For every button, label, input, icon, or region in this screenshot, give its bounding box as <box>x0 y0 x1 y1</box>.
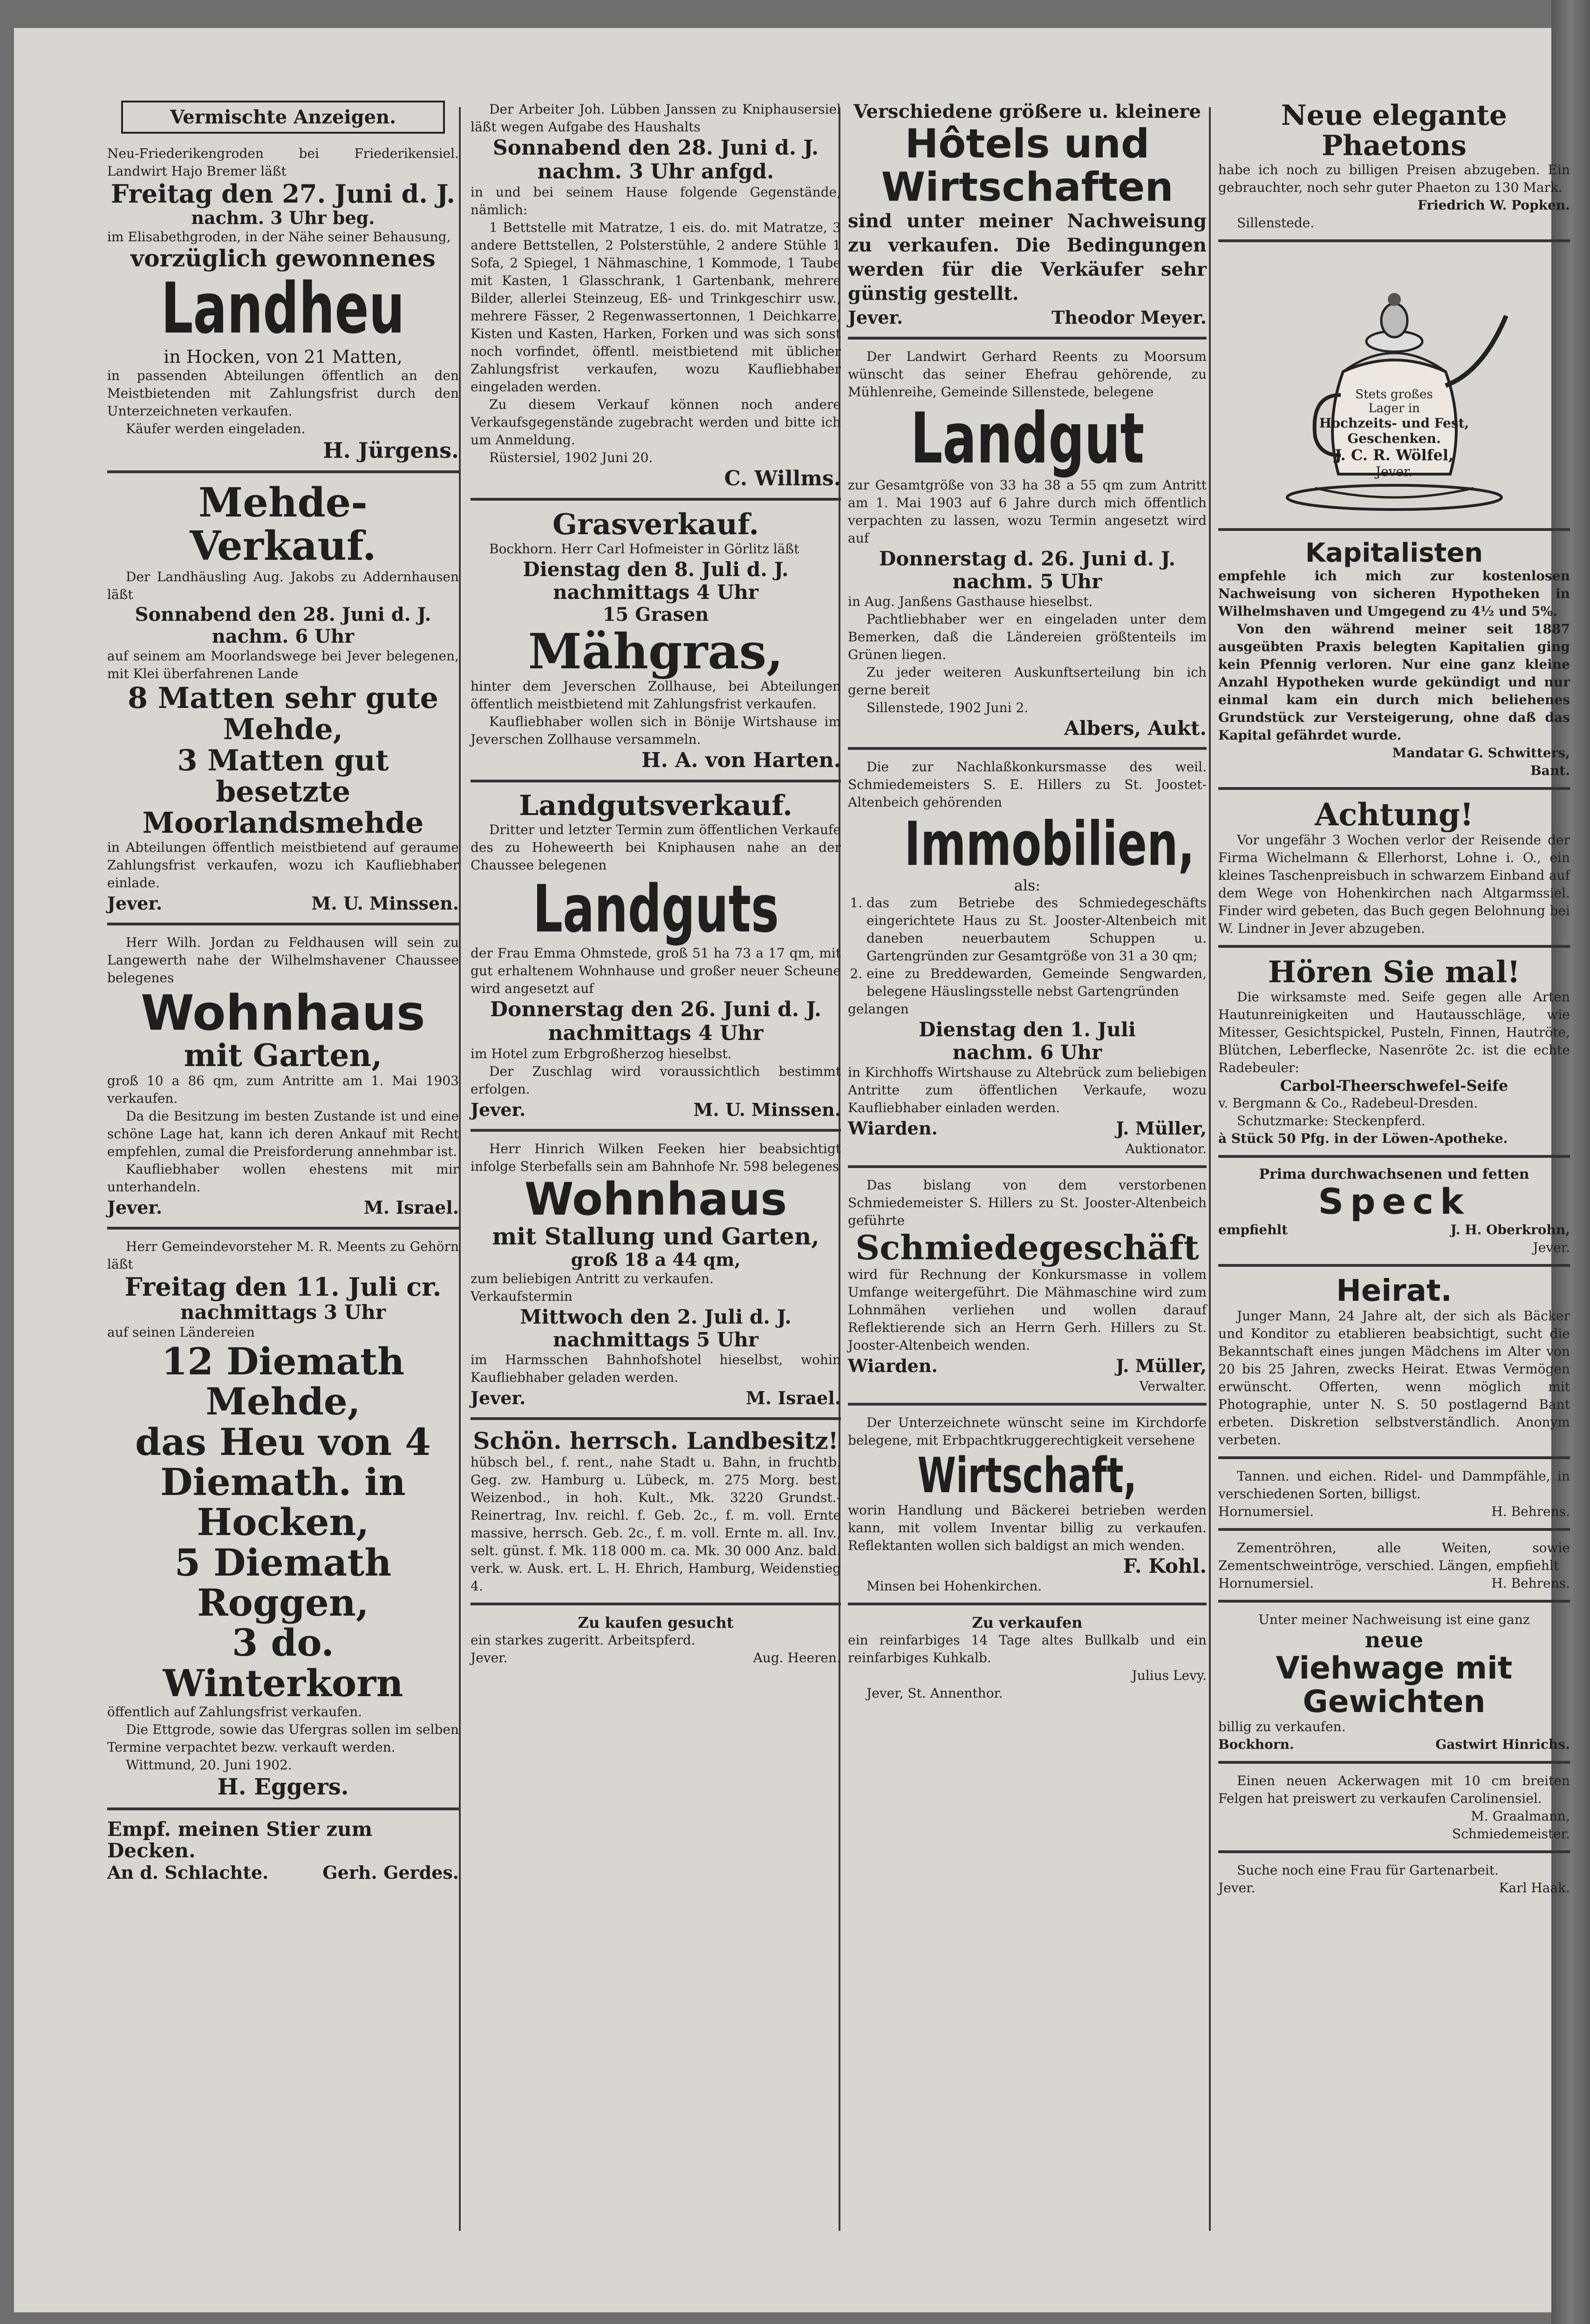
ad-subtitle: vorzüglich gewonnenes <box>130 245 436 272</box>
ad-seife <box>1218 953 1570 1158</box>
ad-time: nachm. 3 Uhr beg. <box>191 207 375 229</box>
ad-body: wird für Rechnung der Konkursmasse in vollem Umfange weitergeführt. Die Mähmaschine wird zum Lohnmähen verliehen und wollen darauf Reflektierende sich an Herrn Gerh. Hillers zu St. Jooster-Altenbeich wenden. <box>848 1266 1207 1353</box>
ad-item: 8 Matten sehr gute Mehde, <box>127 681 439 747</box>
ad-pfaehle <box>1218 1465 1570 1531</box>
ad-product: Carbol-Theerschwefel-Seife <box>1280 1077 1508 1095</box>
ad-signature: M. Graalmann, <box>1471 1808 1570 1824</box>
ad-body: Da die Besitzung im besten Zustande ist und eine schöne Lage hat, kann ich deren Ankauf mit Recht empfehlen, zumal die Preisforderung annehmbar ist. <box>107 1108 459 1160</box>
ad-ackerwagen <box>1218 1769 1570 1853</box>
ad-body: Kaufliebhaber wollen ehestens mit mir unterhandeln. <box>107 1162 459 1195</box>
column-rule <box>459 107 461 2231</box>
ad-trademark: Schutzmarke: Steckenpferd. <box>1237 1113 1426 1129</box>
ad-date: Donnerstag den 26. Juni d. J. <box>490 998 822 1022</box>
column-1 <box>107 98 459 1897</box>
ad-title: Hôtels und Wirtschaften <box>881 121 1174 211</box>
ad-woelfel <box>1218 248 1570 531</box>
ad-signature: J. Müller, <box>1116 1355 1207 1376</box>
ad-subtitle: 15 Grasen <box>602 603 709 625</box>
ad-landbesitz <box>471 1426 841 1605</box>
ad-wohnhaus-jordan <box>107 931 459 1230</box>
ad-intro: Neu-Friederikengroden bei Friederikensiel. Landwirt Hajo Bremer läßt <box>107 146 459 179</box>
ad-time: nachmittags 3 Uhr <box>180 1300 386 1324</box>
ad-title: Mehde-Verkauf. <box>190 479 376 570</box>
ad-price: à Stück 50 Pfg. in der Löwen-Apotheke. <box>1218 1131 1508 1147</box>
ad-date: Sonnabend den 28. Juni d. J. <box>135 604 431 626</box>
ad-intro: Der Unterzeichnete wünscht seine im Kirchdorfe belegene, mit Erbpachtkruggerechtigkeit versehene <box>848 1414 1207 1448</box>
ad-landheu <box>107 142 459 473</box>
ad-title: Wohnhaus <box>524 1173 787 1226</box>
ad-place: Wiarden. <box>848 1118 938 1139</box>
ad-title: Schön. herrsch. Landbesitz! <box>473 1427 839 1454</box>
ad-time: nachmittags 4 Uhr <box>553 580 759 604</box>
ad-body: der Frau Emma Ohmstede, groß 51 ha 73 a 17 qm, mit gut erhaltenem Wohnhause und großer neuer Scheune wird angesetzt auf <box>471 945 841 997</box>
ad-place: Jever. <box>1533 1239 1570 1255</box>
ad-place: Jever, St. Annenthor. <box>867 1685 1003 1701</box>
ad-body: Dritter und letzter Termin zum öffentlichen Verkaufe des zu Hoheweerth bei Kniphausen nahe an der Chaussee belegenen <box>471 822 841 873</box>
ad-time: nachmittags 4 Uhr <box>548 1021 764 1046</box>
ad-title: Landguts <box>532 871 779 948</box>
ad-title: Wohnhaus <box>141 984 425 1041</box>
section-header: Vermischte Anzeigen. <box>121 101 445 134</box>
ad-subtitle: neue <box>1365 1627 1424 1652</box>
ad-mehde-verkauf <box>107 479 459 925</box>
list-item: 2. eine zu Breddewarden, Gemeinde Sengwarden, belegene Häuslingsstelle nebst Gartengründen <box>867 965 1207 1000</box>
ad-speck <box>1218 1163 1570 1266</box>
ad-role: Schmiedemeister. <box>1452 1826 1570 1842</box>
ad-size: groß 18 a 44 qm, <box>571 1249 741 1270</box>
ad-date: Mittwoch den 2. Juli d. J. <box>520 1305 792 1328</box>
ad-date: Sonnabend den 28. Juni d. J. <box>492 136 819 160</box>
ad-dateline: Rüstersiel, 1902 Juni 20. <box>489 450 653 465</box>
ad-body: Suche noch eine Frau für Gartenarbeit. <box>1237 1862 1499 1878</box>
ad-signature: Albers, Aukt. <box>1064 716 1207 740</box>
ad-haushalt-janssen <box>471 98 841 501</box>
ad-stier <box>107 1816 459 1892</box>
ad-item: 3 do. Winterkorn <box>163 1621 403 1705</box>
ad-signature: Julius Levy. <box>1132 1668 1207 1684</box>
ad-place: Wiarden. <box>848 1355 938 1376</box>
ad-label: gelangen <box>848 1001 909 1017</box>
teapot-name: J. C. R. Wölfel, <box>1334 446 1454 464</box>
ad-title: Grasverkauf. <box>552 507 759 541</box>
ad-signature: J. Müller, <box>1116 1118 1207 1139</box>
ad-intro: Verschiedene größere u. kleinere <box>853 101 1201 122</box>
teapot-text: Lager in <box>1368 401 1420 415</box>
ad-title: Zu kaufen gesucht <box>578 1613 734 1631</box>
ad-body: ein reinfarbiges 14 Tage altes Bullkalb und ein reinfarbiges Kuhkalb. <box>848 1632 1207 1666</box>
ad-heirat <box>1218 1272 1570 1459</box>
ad-date: Freitag den 27. Juni d. J. <box>110 179 456 209</box>
list-item: 1. das zum Betriebe des Schmiedegeschäfts eingerichtete Haus zu St. Jooster-Altenbeich mit daneben neuerbautem Schuppen u. Gartengründen zur Gesamtgröße von 31 a 30 qm; <box>867 894 1207 965</box>
ad-title: Landgut <box>910 398 1144 479</box>
ad-body: Der Zuschlag wird voraussichtlich bestimmt erfolgen. <box>471 1064 841 1097</box>
ad-subtitle: mit Stallung und Garten, <box>492 1222 819 1250</box>
ad-signature: Mandatar G. Schwitters, <box>1392 745 1570 761</box>
ad-role: Verwalter. <box>1139 1378 1207 1394</box>
ad-label: als: <box>1014 877 1041 895</box>
ad-phaetons <box>1218 98 1570 242</box>
ad-body: in Kirchhoffs Wirtshause zu Altebrück zum beliebigen Antritte zum öffentlichen Verkaufe, wozu Kaufliebhaber einladen werden. <box>848 1065 1207 1116</box>
ad-title: Immobilien, <box>904 808 1195 879</box>
ad-wirtschaft <box>848 1411 1207 1605</box>
ad-body: Von den während meiner seit 1887 ausgeübten Praxis belegten Kapitalien ging kein Pfennig verloren. Nur eine ganz kleine Anzahl Hypotheken wurde gekündigt und nur einmal kam ein durch mich beliehenes Grundstück zur Versteigerung, ohne daß das Kapital gefährdet wurde. <box>1218 621 1570 743</box>
ad-title: Empf. meinen Stier zum Decken. <box>107 1818 373 1862</box>
ad-body: Zu diesem Verkauf können noch andere Verkaufsgegenstände zugebracht werden und bitte ich um Anmeldung. <box>471 397 841 448</box>
ad-body: Die wirksamste med. Seife gegen alle Arten Hautunreinigkeiten und Hautausschläge, wie Mitesser, Gesichtspickel, Pusteln, Finnen, Hautröte, Blütchen, Leberflecke, Nasenröte 2c. ist die echte Radebeuler: <box>1218 989 1570 1076</box>
ad-schmiedegeschaeft <box>848 1174 1207 1406</box>
ad-gartenarbeit <box>1218 1859 1570 1904</box>
ad-body: öffentlich auf Zahlungsfrist verkaufen. <box>107 1704 362 1720</box>
ad-achtung <box>1218 795 1570 948</box>
ad-label: empfiehlt <box>1218 1222 1288 1237</box>
ad-body: Pachtliebhaber wer en eingeladen unter dem Bemerken, daß die Ländereien größtenteils im Grünen liegen. <box>848 611 1207 662</box>
ad-time: nachm. 6 Uhr <box>952 1041 1102 1064</box>
column-4 <box>1218 98 1570 1910</box>
ad-place: im Elisabethgroden, in der Nähe seiner Behausung, <box>107 229 451 245</box>
ad-kapitalisten <box>1218 537 1570 790</box>
ad-time: nachm. 3 Uhr anfgd. <box>537 160 774 183</box>
ad-title: Speck <box>1318 1181 1470 1223</box>
ad-mehde-meents <box>107 1235 459 1810</box>
ad-hotels <box>848 98 1207 340</box>
column-2 <box>471 98 841 1680</box>
ad-body: zum beliebigen Antritt zu verkaufen. <box>471 1271 714 1286</box>
immobilien-list <box>848 894 1207 1000</box>
ad-signature: H. Eggers. <box>217 1774 349 1801</box>
ad-item: 3 Matten gut besetzte Moorlandsmehde <box>142 743 424 840</box>
column-3 <box>848 98 1207 1715</box>
ad-signature: Gerh. Gerdes. <box>322 1862 459 1883</box>
ad-title: Hören Sie mal! <box>1268 955 1521 990</box>
ad-signature: M. U. Minssen. <box>311 892 459 914</box>
ad-signature: M. U. Minssen. <box>693 1099 841 1121</box>
ad-intro: Der Arbeiter Joh. Lübben Janssen zu Kniphausersiel läßt wegen Aufgabe des Haushalts <box>471 102 841 135</box>
ad-place: Jever. <box>471 1387 526 1408</box>
ad-signature: H. Behrens. <box>1491 1503 1570 1519</box>
ad-body: im Harmsschen Bahnhofshotel hieselbst, wohin Kaufliebhaber geladen werden. <box>471 1352 841 1385</box>
ad-place: Jever. <box>107 892 163 914</box>
ad-signature: H. A. von Harten. <box>641 748 841 773</box>
ad-title: Kapitalisten <box>1305 537 1483 568</box>
ad-place: Jever. <box>471 1099 526 1121</box>
ad-date: Dienstag den 1. Juli <box>919 1018 1136 1041</box>
ad-date: Freitag den 11. Juli cr. <box>124 1272 442 1302</box>
ad-landgutsverkauf <box>471 788 841 1132</box>
ad-maker: v. Bergmann & Co., Radebeul-Dresden. <box>1218 1095 1478 1111</box>
ad-place: An d. Schlachte. <box>107 1862 269 1883</box>
ad-body: in und bei seinem Hause folgende Gegenstände, nämlich: <box>471 184 841 217</box>
ad-title: Neue elegante Phaetons <box>1281 99 1508 162</box>
ad-body: Einen neuen Ackerwagen mit 10 cm breiten Felgen hat preiswert zu verkaufen Carolinensiel. <box>1218 1773 1570 1806</box>
ad-body: worin Handlung und Bäckerei betrieben werden kann, mit vollem Inventar billig zu verkaufen. Reflektanten wollen sich baldigst an mich wenden. <box>848 1502 1207 1554</box>
ad-intro: Herr Gemeindevorsteher M. R. Meents zu Gehörn läßt <box>107 1239 459 1272</box>
ad-title: Wirtschaft, <box>917 1447 1137 1504</box>
ad-item: 5 Diemath Roggen, <box>174 1540 392 1625</box>
ad-body: in passenden Abteilungen öffentlich an den Meistbietenden mit Zahlungsfrist durch den Unterzeichneten verkaufen. <box>107 368 459 419</box>
ad-zementroehren <box>1218 1536 1570 1603</box>
ad-signature: Theodor Meyer. <box>1051 306 1207 328</box>
ad-body: Zu jeder weiteren Auskunftserteilung bin ich gerne bereit <box>848 664 1207 698</box>
ad-intro: Der Landhäusling Aug. Jakobs zu Addernhausen läßt <box>107 569 459 603</box>
ad-signature: J. H. Oberkrohn, <box>1450 1222 1570 1237</box>
ad-intro: Der Landwirt Gerhard Reents zu Moorsum wünscht das seiner Ehefrau gehörende, zu Mühlenreihe, Gemeinde Sillenstede, belegene <box>848 348 1207 400</box>
ad-body: groß 10 a 86 qm, zum Antritte am 1. Mai 1903 verkaufen. <box>107 1073 459 1107</box>
ad-item: 12 Diemath Mehde, <box>161 1339 405 1424</box>
ad-body: empfehle ich mich zur kostenlosen Nachweisung von sicheren Hypotheken in Wilhelmshaven und Umgegend zu 4½ und 5%. <box>1218 568 1570 619</box>
ad-grasverkauf <box>471 506 841 782</box>
ad-dateline: Sillenstede, 1902 Juni 2. <box>867 700 1029 715</box>
ad-time: nachm. 6 Uhr <box>212 625 355 648</box>
column-rule <box>1209 107 1211 2231</box>
ad-arbeitspferd <box>471 1611 841 1674</box>
ad-dateline: Wittmund, 20. Juni 1902. <box>126 1757 292 1773</box>
ad-title: Zu verkaufen <box>972 1614 1083 1632</box>
ad-body: billig zu verkaufen. <box>1218 1719 1346 1734</box>
ad-date: Donnerstag d. 26. Juni d. J. <box>879 547 1176 570</box>
ad-body: Die Ettgrode, sowie das Ufergras sollen im selben Termine verpachtet bezw. verkauft werden. <box>107 1722 459 1755</box>
ad-intro: Herr Wilh. Jordan zu Feldhausen will sein zu Langewerth nahe der Wilhelmshavener Chaussee belegenes <box>107 934 459 985</box>
ad-body: in Aug. Janßens Gasthause hieselbst. <box>848 593 1093 609</box>
ad-place: Jever. <box>848 306 903 328</box>
ad-subtitle: mit Garten, <box>184 1037 382 1074</box>
ad-place: Hornumersiel. <box>1218 1575 1314 1591</box>
ad-quantity: in Hocken, von 21 Matten, <box>164 347 403 367</box>
newspaper-page <box>14 28 1570 2312</box>
ad-immobilien <box>848 755 1207 1168</box>
ad-place: Bockhorn. <box>1218 1736 1294 1752</box>
ad-item: Diemath. in Hocken, <box>160 1460 406 1544</box>
ad-intro: Herr Hinrich Wilken Feeken hier beabsichtigt infolge Sterbefalls sein am Bahnhofe Nr. 598 belegenes <box>471 1141 841 1175</box>
ad-time: nachmittags 5 Uhr <box>553 1328 759 1351</box>
ad-body: auf seinem am Moorlandswege bei Jever belegenen, mit Klei überfahrenen Lande <box>107 648 459 682</box>
ad-title: Landgutsverkauf. <box>519 789 792 822</box>
ad-body: hinter dem Jeverschen Zollhause, bei Abteilungen öffentlich meistbietend mit Zahlungsfrist verkaufen. <box>471 679 841 712</box>
ad-signature: M. Israel. <box>745 1387 841 1408</box>
ad-body: ein starkes zugeritt. Arbeitspferd. <box>471 1632 696 1648</box>
ad-role: Auktionator. <box>1125 1141 1207 1157</box>
ad-signature: Karl Haak. <box>1499 1880 1570 1896</box>
ad-body: hübsch bel., f. rent., nahe Stadt u. Bahn, in fruchtb. Geg. zw. Hamburg u. Lübeck, m. 275 Morg. best. Weizenbod., in hoh. Kult., Mk. 3220 Grundst.-Reinertrag, Inv. reichl. f. Geb. 2c., f. m. voll. Ernte massive, herrsch. Geb. 2c., f. m. voll. Ernte m. all. Inv., selt. günst. f. Mk. 118 000 m. ca. Mk. 30 000 Anz. bald. verk. w. Ausk. ert. L. H. Ehrich, Hamburg, Weidenstieg 4. <box>471 1454 841 1594</box>
ad-signature: Aug. Heeren. <box>753 1650 841 1665</box>
ad-wohnhaus-feeken <box>471 1137 841 1420</box>
ad-title: Schmiedegeschäft <box>855 1228 1199 1268</box>
teapot-text: Hochzeits- und Fest, <box>1319 415 1469 431</box>
ad-signature: Gastwirt Hinrichs. <box>1435 1736 1570 1752</box>
ad-place: Hornumersiel. <box>1218 1503 1314 1519</box>
ad-body: habe ich noch zu billigen Preisen abzugeben. Ein gebrauchter, noch sehr guter Phaeton zu 130 Mark. <box>1218 162 1570 195</box>
ad-body: in Abteilungen öffentlich meistbietend auf geraume Zahlungsfrist verkaufen, wozu ich Kaufliebhaber einlade. <box>107 839 459 890</box>
ad-bullkalb <box>848 1611 1207 1710</box>
ad-title: Mähgras, <box>528 622 784 680</box>
ad-body: zur Gesamtgröße von 33 ha 38 a 55 qm zum Antritt am 1. Mai 1903 auf 6 Jahre durch mich öffentlich verpachten zu lassen, wozu Termin angesetzt wird auf <box>848 477 1207 546</box>
ad-signature: H. Jürgens. <box>323 438 459 463</box>
ad-intro: Unter meiner Nachweisung ist eine ganz <box>1258 1611 1530 1627</box>
ad-intro: Bockhorn. Herr Carl Hofmeister in Görlitz läßt <box>489 541 799 557</box>
ad-place: Minsen bei Hohenkirchen. <box>867 1578 1042 1594</box>
ad-intro: Die zur Nachlaßkonkursmasse des weil. Schmiedemeisters S. E. Hillers zu St. Joostet-Altenbeich gehörenden <box>848 759 1207 810</box>
ad-body: sind unter meiner Nachweisung zu verkaufen. Die Bedingungen werden für die Verkäufer sehr günstig gestellt. <box>848 210 1207 305</box>
ad-date: Dienstag den 8. Juli d. J. <box>523 557 789 581</box>
ad-title: Viehwage mit Gewichten <box>1276 1650 1513 1719</box>
teapot-text: Stets großes <box>1355 387 1433 401</box>
teapot-text: Geschenken. <box>1347 430 1441 446</box>
ad-body: Vor ungefähr 3 Wochen verlor der Reisende der Firma Wichelmann & Ellerhorst, Lohne i. O., ein kleines Taschenpreisbuch in schwarzem Einband auf dem Wege von Hohenkirchen nach Altgarmssiel. Finder wird gebeten, das Buch gegen Belohnung bei W. Lindner in Jever abzugeben. <box>1218 832 1570 937</box>
ad-note: Käufer werden eingeladen. <box>126 421 306 437</box>
ad-place: Jever. <box>471 1650 508 1665</box>
ad-signature: Friedrich W. Popken. <box>1417 197 1570 213</box>
ad-signature: M. Israel. <box>363 1197 459 1218</box>
ad-place: auf seinen Ländereien <box>107 1324 255 1340</box>
ad-signature: C. Willms. <box>724 467 841 490</box>
ad-title: Landheu <box>161 268 405 350</box>
ad-time: nachm. 5 Uhr <box>952 570 1102 593</box>
ad-signature: F. Kohl. <box>1123 1555 1207 1578</box>
ad-title: Heirat. <box>1336 1273 1452 1308</box>
ad-intro: Prima durchwachsenen und fetten <box>1259 1166 1529 1183</box>
ad-place: Jever. <box>107 1197 163 1218</box>
ad-item: das Heu von 4 <box>135 1420 431 1464</box>
ad-viehwage <box>1218 1608 1570 1764</box>
ad-body: Kaufliebhaber wollen sich in Bönije Wirtshause im Jeverschen Zollhause versammeln. <box>471 714 841 747</box>
ad-body: im Hotel zum Erbgroßherzog hieselbst. <box>471 1046 732 1062</box>
ad-place: Jever. <box>1218 1880 1256 1896</box>
ad-body: Zementröhren, alle Weiten, sowie Zementschweintröge, verschied. Längen, empfiehlt <box>1218 1540 1570 1573</box>
ad-item-list: 1 Bettstelle mit Matratze, 1 eis. do. mit Matratze, 3 andere Bettstellen, 2 Polsterstühle, 2 andere Stühle 1 Sofa, 2 Spiegel, 1 Nähmaschine, 1 Kommode, 1 Taube mit Kasten, 1 Glasschrank, 1 Gartenbank, mehrere Bilder, allerlei Steinzeug, Eß- und Trinkgeschirr usw., mehrere Fässer, 2 Regenwassertonnen, 1 Deichkarre, Kisten und Kasten, Harken, Forken und was sich sonst noch vorfindet, öffentl. meistbietend mit üblicher Zahlungsfrist verkaufen, wozu Kaufliebhaber eingeladen werden. <box>471 220 841 394</box>
ad-title: Achtung! <box>1315 796 1474 833</box>
ad-intro: Das bislang von dem verstorbenen Schmiedemeister S. Hillers zu St. Jooster-Altenbeich geführte <box>848 1177 1207 1229</box>
ad-place: Sillenstede. <box>1237 215 1315 231</box>
ad-landgut-reents <box>848 345 1207 750</box>
ad-place: Bant. <box>1530 763 1570 779</box>
ad-body: Junger Mann, 24 Jahre alt, der sich als Bäcker und Konditor zu etablieren beabsichtigt, sucht die Bekanntschaft eines jungen Mädchens im Alter von 20 bis 25 Jahren, zwecks Heirat. Etwas Vermögen erwünscht. Offerten, wenn möglich mit Photographie, unter N. S. 50 postlagernd Bant erbeten. Diskretion selbstverständlich. Anonym verbeten. <box>1218 1308 1570 1447</box>
teapot-place: Jever. <box>1375 463 1413 479</box>
ad-signature: H. Behrens. <box>1491 1575 1570 1591</box>
ad-label: Verkaufstermin <box>471 1288 573 1304</box>
ad-body: Tannen. und eichen. Ridel- und Dammpfähle, in verschiedenen Sorten, billigst. <box>1218 1468 1570 1502</box>
